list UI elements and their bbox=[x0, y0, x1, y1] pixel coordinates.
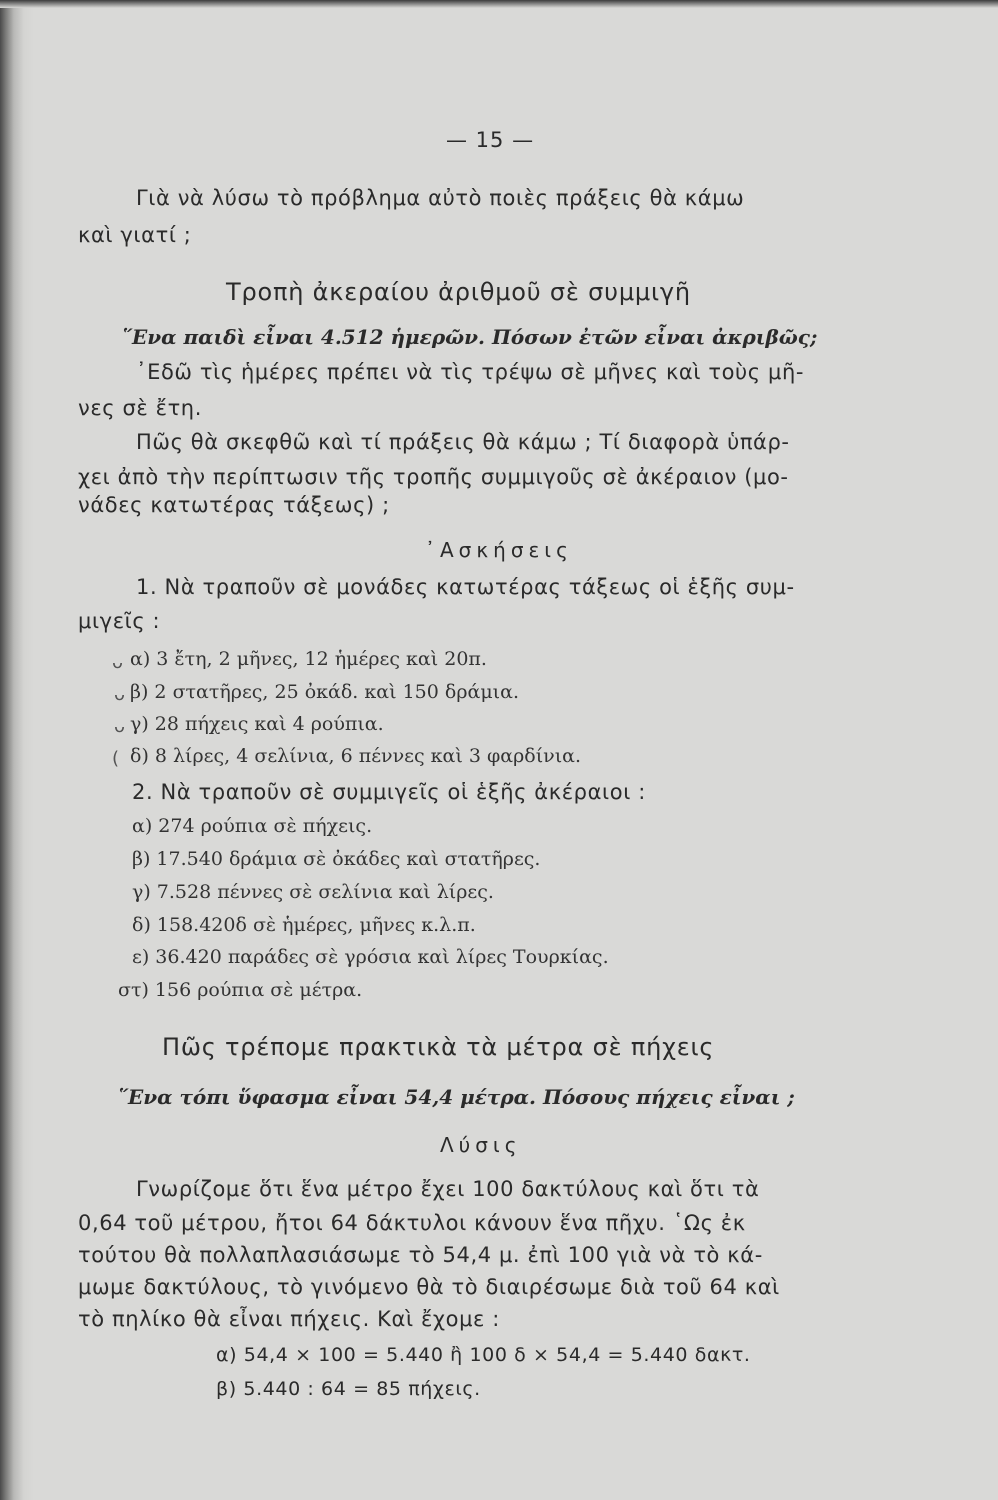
solution-line5: τὸ πηλίκο θὰ εἶναι πήχεις. Καὶ ἔχομε : bbox=[78, 1307, 500, 1331]
solution-line1: Γνωρίζομε ὅτι ἕνα μέτρο ἔχει 100 δακτύλους καὶ ὅτι τὰ bbox=[136, 1177, 760, 1201]
calculation-a: α) 54,4 × 100 = 5.440 ἢ 100 δ × 54,4 = 5.440 δακτ. bbox=[216, 1344, 751, 1366]
exercise1-line1: 1. Νὰ τραποῦν σὲ μονάδες κατωτέρας τάξεως οἱ ἑξῆς συμ- bbox=[136, 575, 795, 599]
page-number: — 15 — bbox=[446, 128, 535, 152]
section2-heading: Πῶς τρέπομε πρακτικὰ τὰ μέτρα σὲ πήχεις bbox=[162, 1033, 715, 1061]
exercise1-item-b: β) 2 στατῆρες, 25 ὀκάδ. καὶ 150 δράμια. bbox=[130, 681, 519, 703]
exercise1-item-c: γ) 28 πήχεις καὶ 4 ρούπια. bbox=[130, 713, 384, 735]
section1-para1-line2: νες σὲ ἔτη. bbox=[78, 396, 202, 420]
exercise2-item-f: στ) 156 ρούπια σὲ μέτρα. bbox=[118, 979, 363, 1001]
exercise2-item-e: ε) 36.420 παράδες σὲ γρόσια καὶ λίρες Τουρκίας. bbox=[132, 946, 609, 968]
exercise2-line: 2. Νὰ τραποῦν σὲ συμμιγεῖς οἱ ἑξῆς ἀκέραιοι : bbox=[132, 780, 646, 804]
section1-para2-line3: νάδες κατωτέρας τάξεως) ; bbox=[78, 493, 390, 517]
exercise2-item-d: δ) 158.420δ σὲ ἡμέρες, μῆνες κ.λ.π. bbox=[132, 914, 476, 936]
exercises-heading: ᾿Ασκήσεις bbox=[425, 538, 573, 562]
calculation-b: β) 5.440 : 64 = 85 πήχεις. bbox=[216, 1378, 481, 1400]
solution-line2: 0,64 τοῦ μέτρου, ἤτοι 64 δάκτυλοι κάνουν ἕνα πῆχυ. ῾Ως ἐκ bbox=[78, 1211, 746, 1235]
book-spine-shadow bbox=[0, 0, 34, 1500]
exercise2-item-c: γ) 7.528 πέννες σὲ σελίνια καὶ λίρες. bbox=[132, 881, 494, 903]
section2-problem: ῞Ενα τόπι ὕφασμα εἶναι 54,4 μέτρα. Πόσους πήχεις εἶναι ; bbox=[118, 1085, 795, 1109]
margin-pencil-mark: ᴗ bbox=[114, 684, 126, 705]
exercise1-item-d: δ) 8 λίρες, 4 σελίνια, 6 πέννες καὶ 3 φαρδίνια. bbox=[130, 745, 582, 767]
section1-para2-line1: Πῶς θὰ σκεφθῶ καὶ τί πράξεις θὰ κάμω ; Τί διαφορὰ ὑπάρ- bbox=[136, 430, 790, 454]
solution-heading: Λύσις bbox=[440, 1133, 522, 1157]
exercise1-line2: μιγεῖς : bbox=[78, 609, 161, 633]
exercise2-item-b: β) 17.540 δράμια σὲ ὀκάδες καὶ στατῆρες. bbox=[132, 848, 541, 870]
section1-problem: ῞Ενα παιδὶ εἶναι 4.512 ἡμερῶν. Πόσων ἐτῶν εἶναι ἀκριβῶς; bbox=[122, 325, 818, 349]
solution-line4: μωμε δακτύλους, τὸ γινόμενο θὰ τὸ διαιρέσωμε διὰ τοῦ 64 καὶ bbox=[78, 1275, 780, 1299]
margin-pencil-mark: ( bbox=[112, 748, 120, 769]
solution-line3: τούτου θὰ πολλαπλασιάσωμε τὸ 54,4 μ. ἐπὶ 100 γιὰ νὰ τὸ κά- bbox=[78, 1243, 763, 1267]
book-page bbox=[78, 0, 890, 1500]
section1-para1-line1: ᾿Εδῶ τὶς ἡμέρες πρέπει νὰ τὶς τρέψω σὲ μῆνες καὶ τοὺς μῆ- bbox=[136, 360, 805, 384]
exercise2-item-a: α) 274 ρούπια σὲ πήχεις. bbox=[132, 815, 373, 837]
intro-question-line2: καὶ γιατί ; bbox=[78, 223, 192, 247]
section1-para2-line2: χει ἀπὸ τὴν περίπτωσιν τῆς τροπῆς συμμιγοῦς σὲ ἀκέραιον (μο- bbox=[78, 465, 789, 489]
margin-pencil-mark: ᴗ bbox=[112, 652, 124, 673]
intro-question-line1: Γιὰ νὰ λύσω τὸ πρόβλημα αὐτὸ ποιὲς πράξεις θὰ κάμω bbox=[136, 186, 745, 210]
exercise1-item-a: α) 3 ἔτη, 2 μῆνες, 12 ἡμέρες καὶ 20π. bbox=[130, 648, 487, 670]
section1-heading: Τροπὴ ἀκεραίου ἀριθμοῦ σὲ συμμιγῆ bbox=[226, 278, 691, 306]
margin-pencil-mark: ᴗ bbox=[114, 716, 126, 737]
